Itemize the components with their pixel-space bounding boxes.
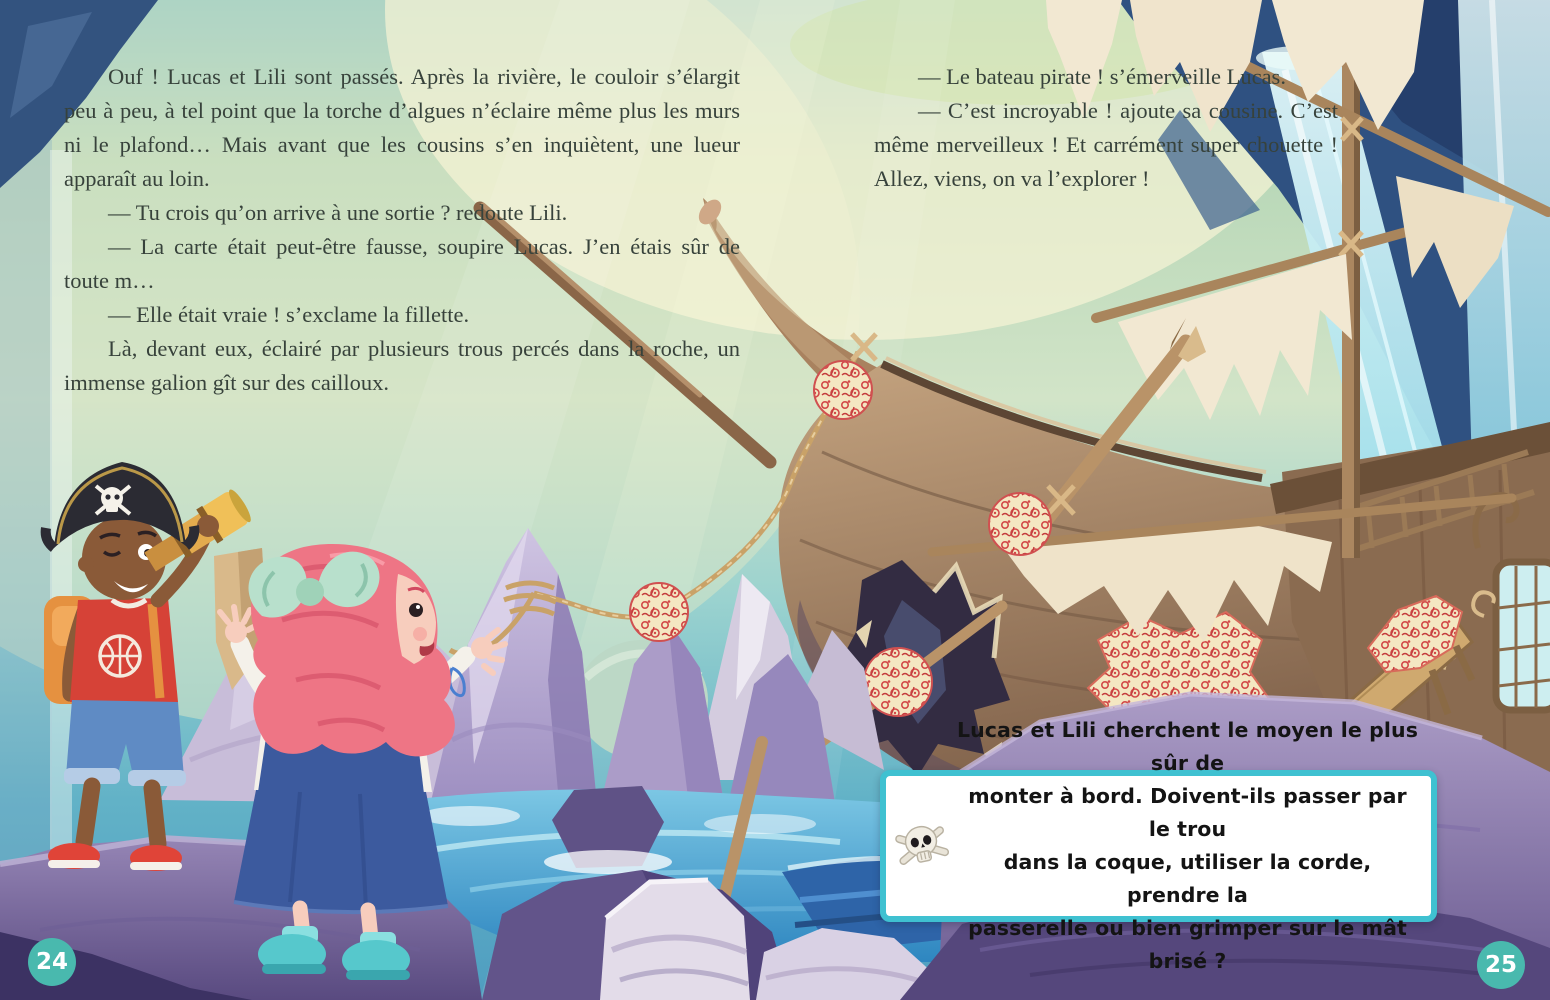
page-number-left (28, 938, 76, 986)
sticker-spot-mast-upper (989, 493, 1051, 555)
sticker-spot-mast-lower (864, 648, 932, 716)
story-paragraph: — Elle était vraie ! s’exclame la fillette. (108, 302, 470, 327)
activity-box (880, 718, 1437, 973)
story-paragraph: — La carte était peut-être fausse, soupire Lucas. J’en étais sûr de toute m… (64, 234, 740, 293)
sticker-spot-rope-lower (630, 583, 688, 641)
question-line: passerelle ou bien grimper sur le mât brisé ? (968, 916, 1407, 973)
story-paragraph: — Le bateau pirate ! s’émerveille Lucas. (918, 64, 1286, 89)
story-paragraph: — Tu crois qu’on arrive à une sortie ? redoute Lili. (108, 200, 568, 225)
story-paragraph: — C’est incroyable ! ajoute sa cousine. C’est même merveilleux ! Et carrément super chouette ! Allez, viens, on va l’explorer ! (874, 98, 1338, 191)
story-paragraph: Là, devant eux, éclairé par plusieurs trous percés dans la roche, un immense galion gît sur des cailloux. (64, 336, 740, 395)
page-number-right (1477, 941, 1525, 989)
page-number-label: 25 (1484, 952, 1517, 978)
question-line: Lucas et Lili cherchent le moyen le plus sûr de (956, 718, 1419, 775)
sticker-spot-rope-upper (814, 361, 872, 419)
story-paragraph: Ouf ! Lucas et Lili sont passés. Après la rivière, le couloir s’élargit peu à peu, à tel point que la torche d’algues n’éclaire même plus les murs ni le plafond… Mais avant que les cousins s’en inquiètent, une lueur apparaît au loin. (64, 64, 740, 191)
left-page-text (64, 60, 740, 400)
right-page-text (874, 60, 1338, 196)
skull-crossbones-icon (888, 818, 956, 874)
question-line: dans la coque, utiliser la corde, prendre la (1003, 850, 1372, 907)
question-line: monter à bord. Doivent-ils passer par le trou (968, 784, 1407, 841)
cabin-window (1496, 562, 1550, 710)
pinafore-skirt (234, 790, 448, 912)
page-number-label: 24 (35, 949, 68, 975)
activity-question (956, 714, 1431, 978)
